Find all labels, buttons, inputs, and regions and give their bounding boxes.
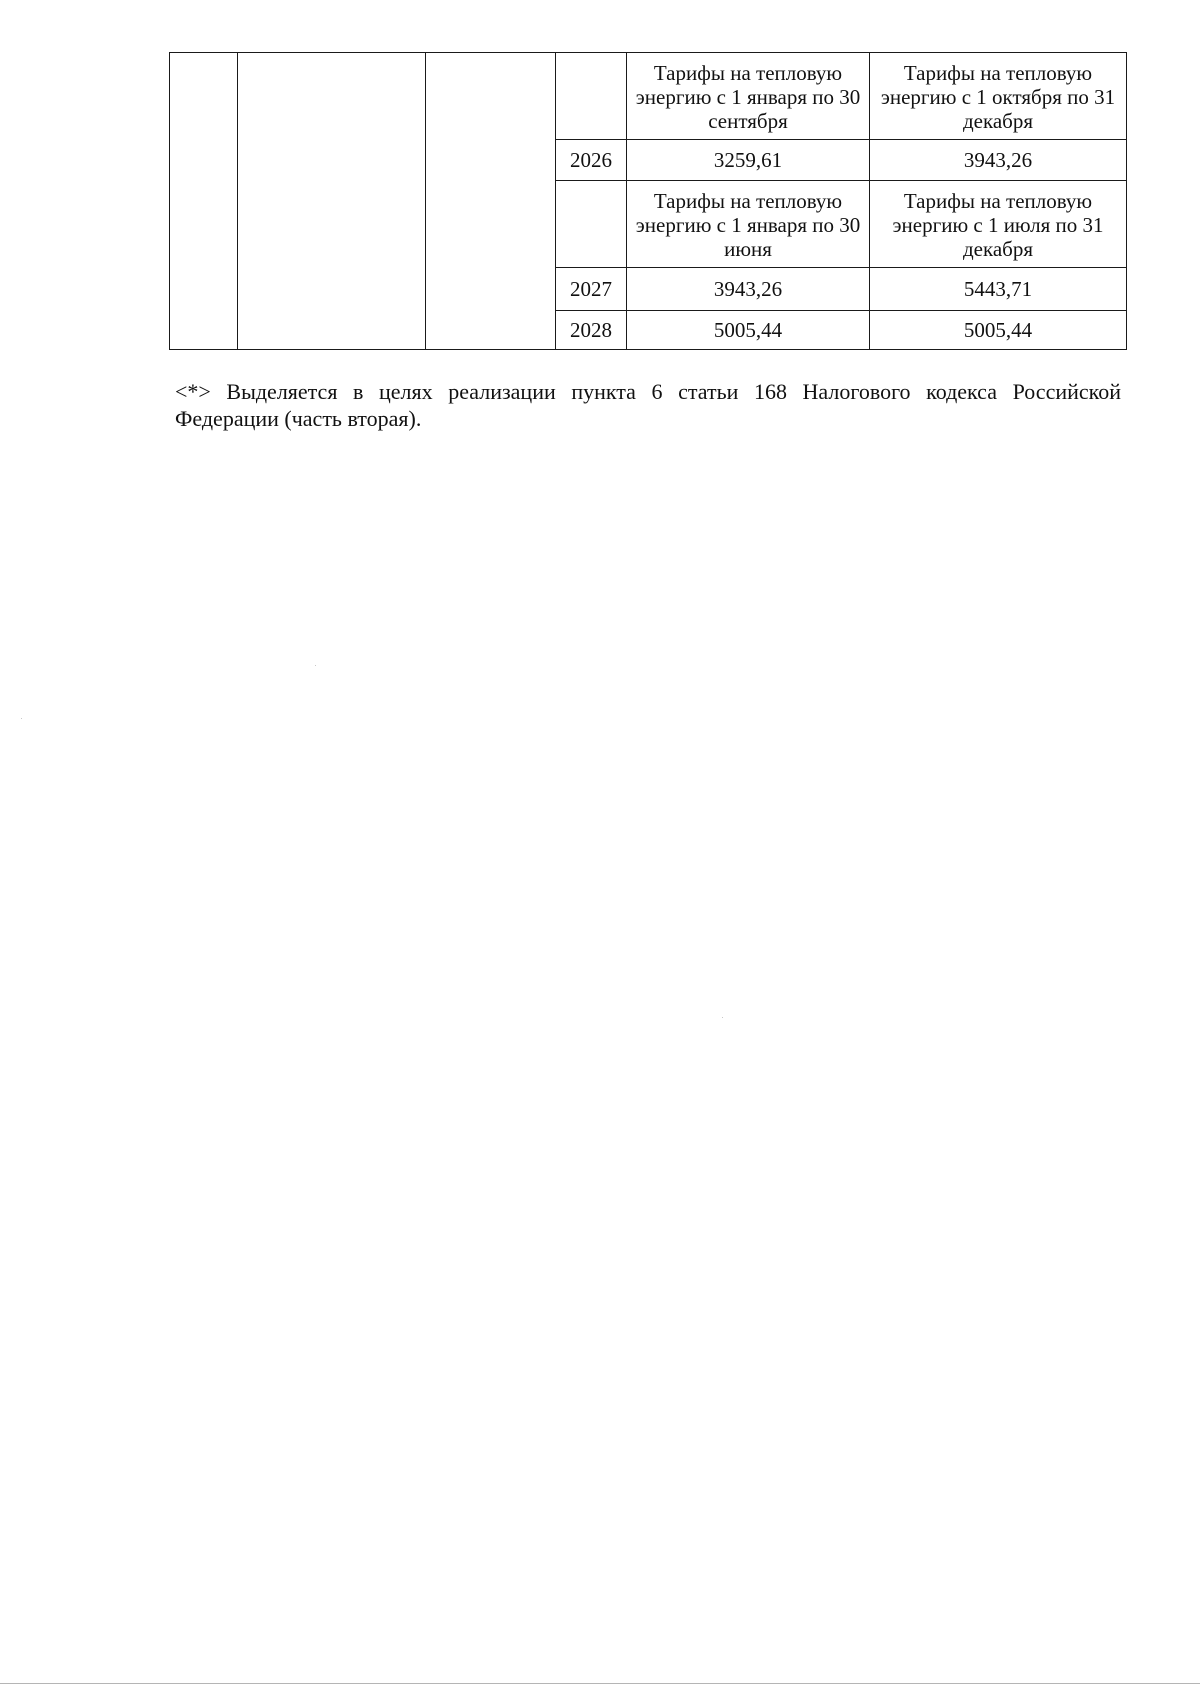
- tariff-value-cell: 3943,26: [870, 140, 1127, 181]
- empty-year-header-cell: [556, 181, 627, 268]
- footnote: [175, 378, 1121, 432]
- year-cell: 2028: [556, 311, 627, 350]
- footnote-line: Федерации (часть вторая).: [175, 406, 422, 431]
- tariff-table: [169, 52, 1127, 350]
- year-cell: 2027: [556, 268, 627, 311]
- tariff-value-cell: 5005,44: [870, 311, 1127, 350]
- tariff-header-cell: Тарифы на тепловую энергию с 1 января по 30 июня: [627, 181, 870, 268]
- scan-edge-line: [0, 1683, 1200, 1684]
- scan-speck: [722, 1017, 723, 1018]
- empty-column-3: [426, 53, 556, 350]
- tariff-header-cell: Тарифы на тепловую энергию с 1 января по 30 сентября: [627, 53, 870, 140]
- empty-column-1: [170, 53, 238, 350]
- footnote-line: <*> Выделяется в целях реализации пункта 6 статьи 168 Налогового кодекса Российской: [175, 379, 1121, 404]
- year-cell: 2026: [556, 140, 627, 181]
- empty-column-2: [238, 53, 426, 350]
- header-row-period-1: [170, 53, 1127, 140]
- tariff-header-cell: Тарифы на тепловую энергию с 1 июля по 31 декабря: [870, 181, 1127, 268]
- empty-year-header-cell: [556, 53, 627, 140]
- tariff-value-cell: 3943,26: [627, 268, 870, 311]
- tariff-value-cell: 5443,71: [870, 268, 1127, 311]
- scan-speck: [21, 718, 22, 719]
- scan-speck: [315, 665, 316, 666]
- tariff-value-cell: 3259,61: [627, 140, 870, 181]
- tariff-value-cell: 5005,44: [627, 311, 870, 350]
- tariff-header-cell: Тарифы на тепловую энергию с 1 октября по 31 декабря: [870, 53, 1127, 140]
